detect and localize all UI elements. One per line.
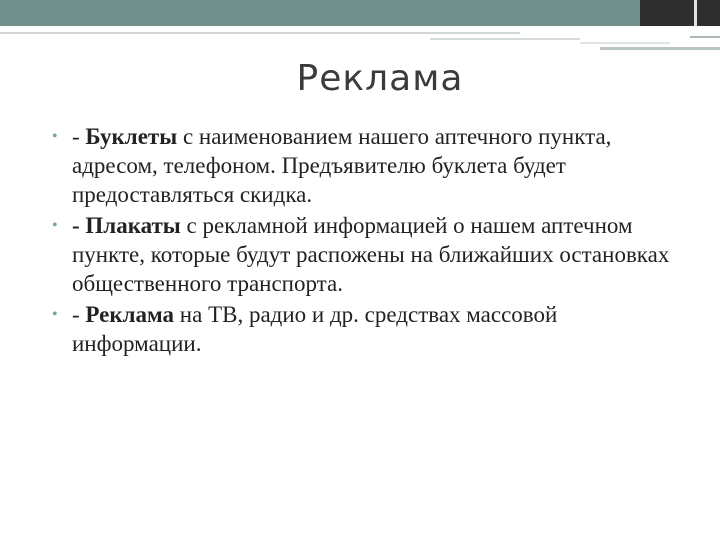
bullet-body: с рекламной информацией о нашем аптечном пункте, которые будут распожены на ближайших остановках общественного транспорта. bbox=[72, 213, 670, 296]
slide-title: Реклама bbox=[296, 58, 464, 99]
decorative-line bbox=[0, 32, 520, 34]
decorative-line bbox=[600, 47, 720, 50]
decorative-line bbox=[580, 42, 670, 44]
bullet-item-posters bbox=[52, 211, 692, 298]
bullet-dot-icon: • bbox=[52, 306, 58, 323]
bullet-keyword: Реклама bbox=[85, 302, 175, 327]
bullet-prefix: - bbox=[72, 302, 86, 327]
top-band-divider bbox=[694, 0, 697, 26]
top-band-dark-accent bbox=[640, 0, 720, 26]
bullet-body: с наименованием нашего аптечного пункта, адресом, телефоном. Предъявителю буклета будет предоставляться скидка. bbox=[72, 124, 612, 207]
bullet-dot-icon: • bbox=[52, 128, 58, 145]
bullet-keyword: - Плакаты bbox=[72, 213, 181, 238]
bullet-keyword: Буклеты bbox=[85, 124, 178, 149]
bullet-prefix: - bbox=[72, 124, 86, 149]
bullet-body: на ТВ, радио и др. средствах массовой информации. bbox=[72, 302, 558, 356]
decorative-line bbox=[430, 38, 580, 40]
decorative-line bbox=[690, 36, 720, 38]
bullet-list bbox=[52, 122, 692, 360]
top-decorative-band bbox=[0, 0, 720, 26]
bullet-dot-icon: • bbox=[52, 217, 58, 234]
bullet-item-advertising bbox=[52, 300, 692, 358]
bullet-item-booklets bbox=[52, 122, 692, 209]
